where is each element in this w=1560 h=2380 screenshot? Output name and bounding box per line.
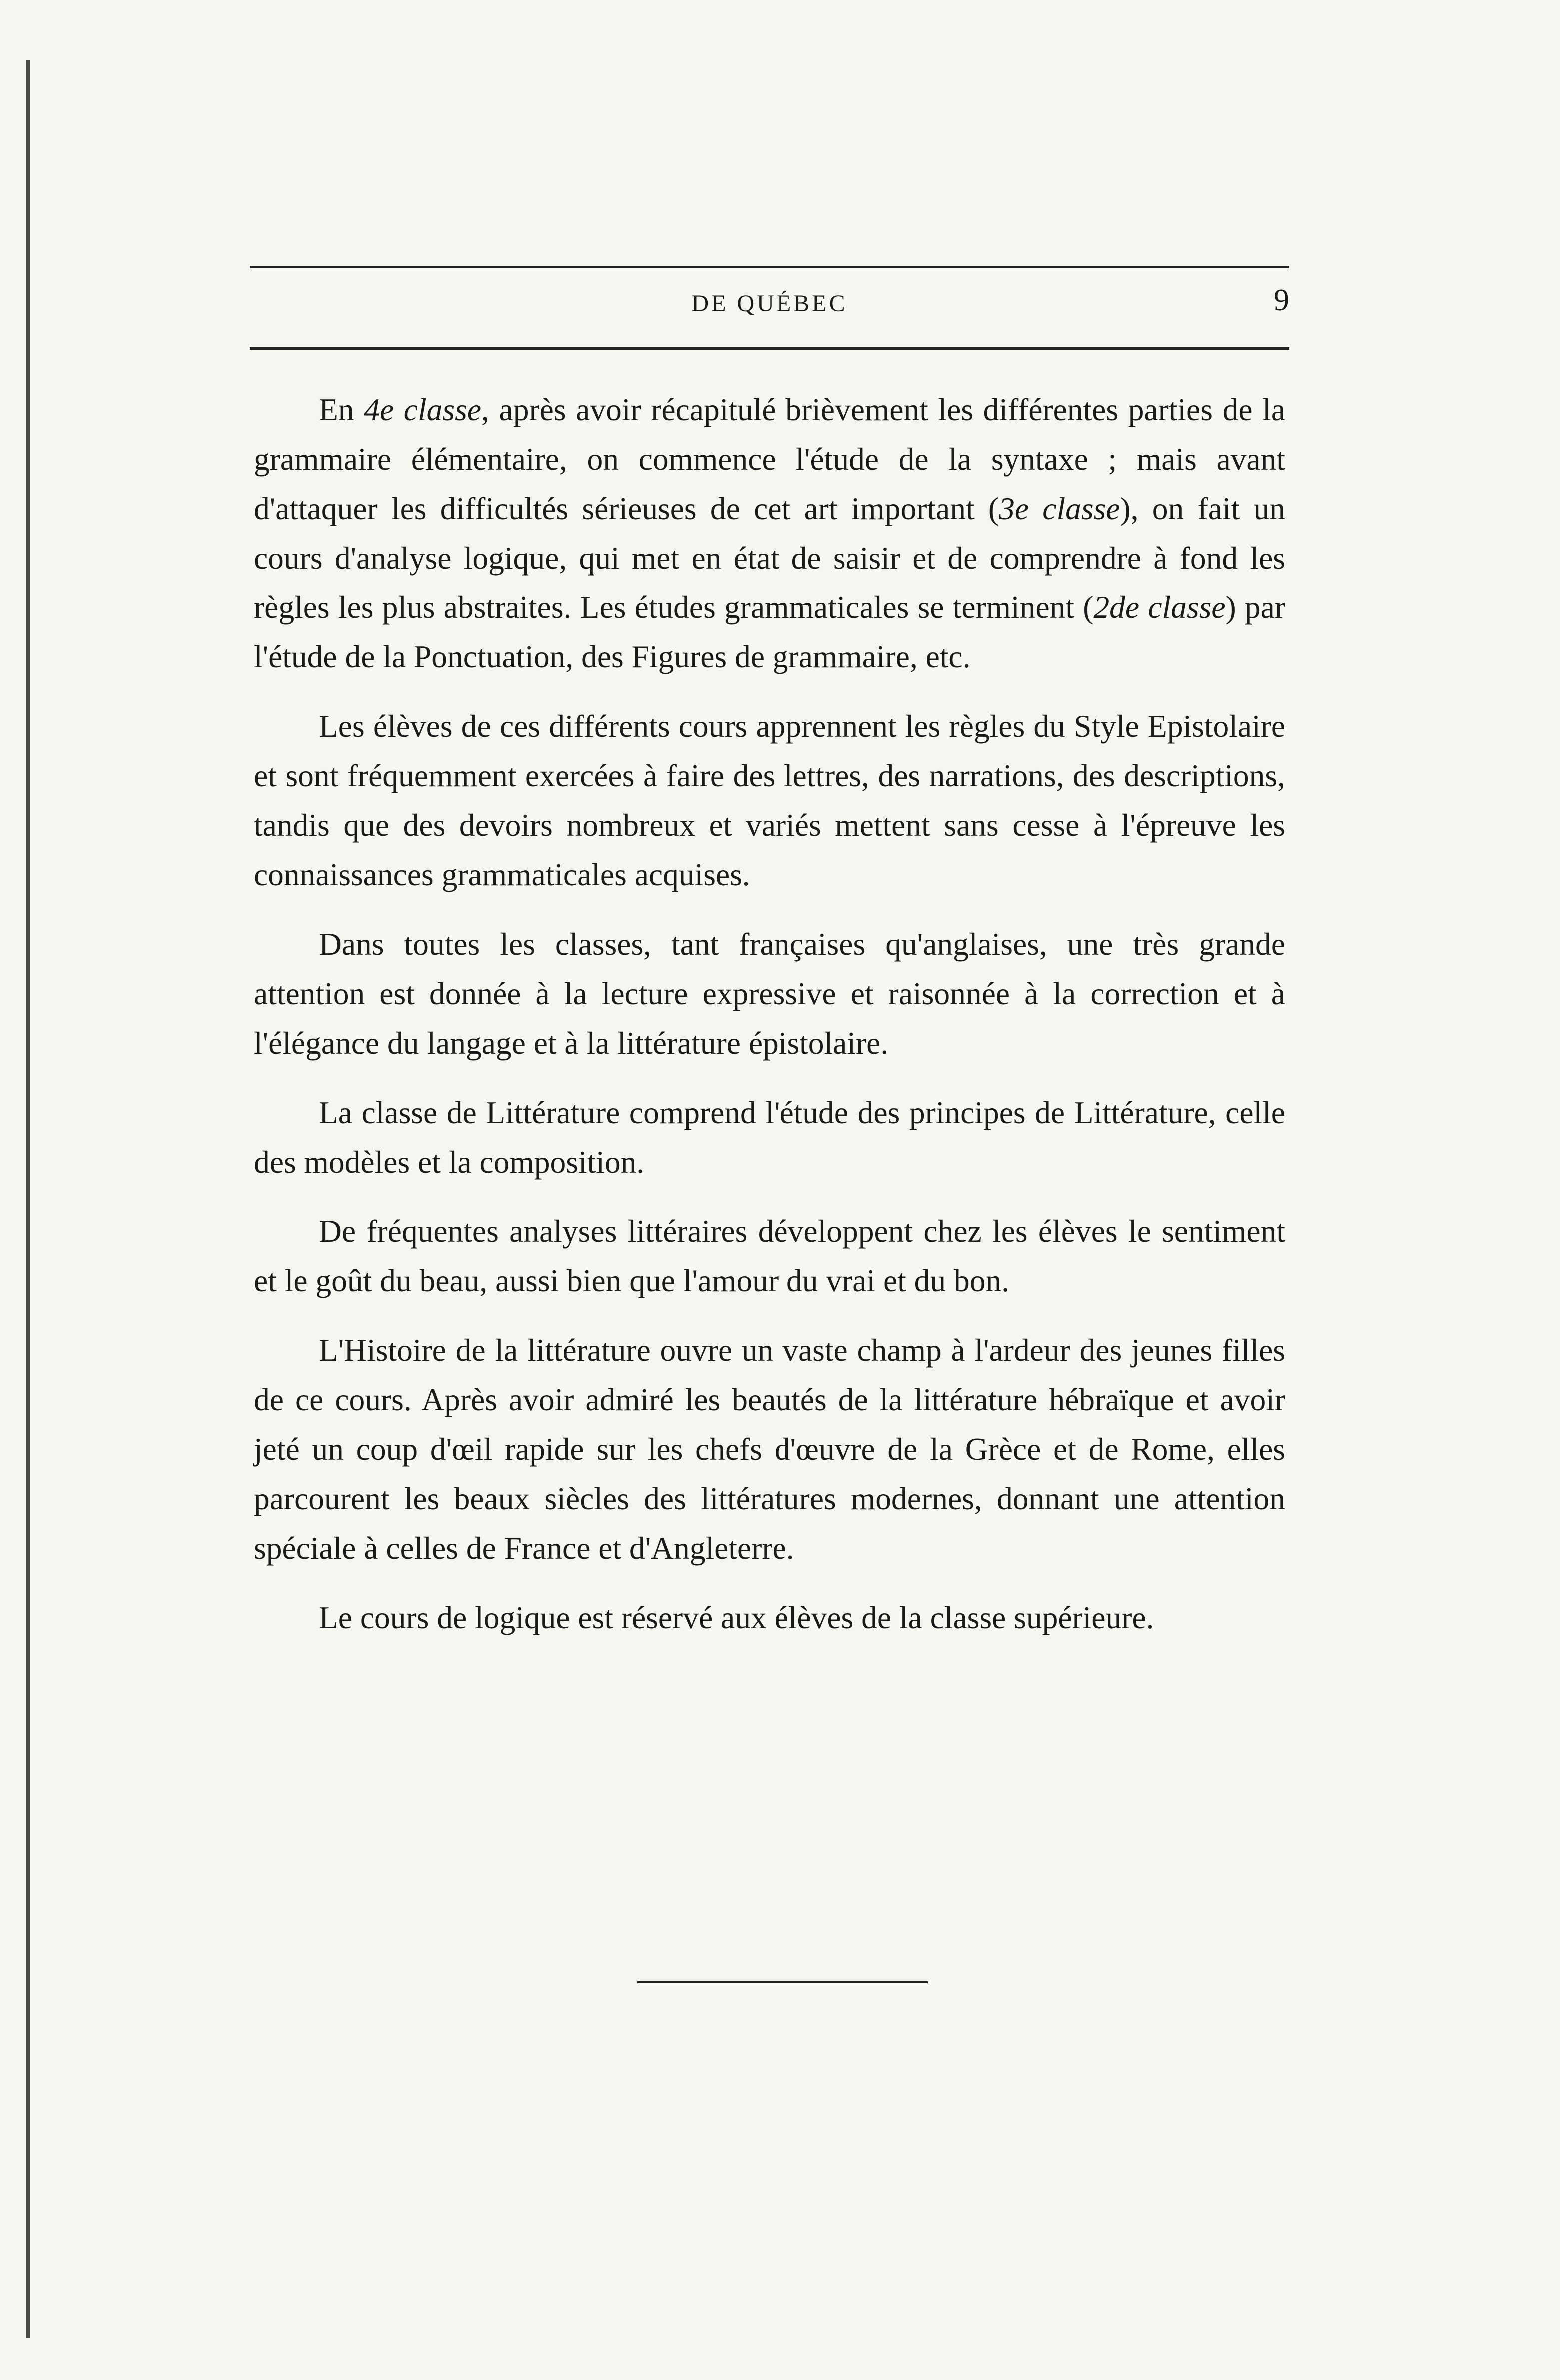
binding-edge xyxy=(26,60,30,2338)
running-head xyxy=(250,280,1289,335)
body-text xyxy=(254,385,1285,1662)
class-name-3e: 3e classe xyxy=(999,491,1120,526)
class-name-4e: 4e classe xyxy=(364,392,481,427)
paragraph-lecture: Dans toutes les classes, tant françaises qu'anglaises, une très grande attention est donnée à la lecture expressive et raisonnée à la correction et à l'élégance du langage et à la littérature épistolaire. xyxy=(254,926,1285,1061)
paragraph-syntax-text-3: ), on fait un cours d'analyse logique, qui met en état de saisir et de comprendre à fond les règles les plus abstraites. Les études grammaticales se terminent ( xyxy=(254,491,1286,625)
paragraph-analyses: De fréquentes analyses littéraires développent chez les élèves le sentiment et le goût du beau, aussi bien que l'amour du vrai et du bon. xyxy=(254,1213,1285,1298)
page-number: 9 xyxy=(1274,283,1289,317)
header-bottom-rule xyxy=(250,347,1289,350)
paragraph-logique: Le cours de logique est réservé aux élèves de la classe supérieure. xyxy=(319,1600,1154,1635)
end-rule xyxy=(637,1981,928,1983)
paragraph-syntax xyxy=(254,385,1285,681)
running-title: DE QUÉBEC xyxy=(691,290,848,317)
paragraph-histoire: L'Histoire de la littérature ouvre un vaste champ à l'ardeur des jeunes filles de ce cours. Après avoir admiré les beautés de la littérature hébraïque et avoir jeté un coup d'œil rapide sur les chefs d'œuvre de la Grèce et de Rome, elles parcourent les beaux siècles des littératures modernes, donnant une attention spéciale à celles de France et d'Angleterre. xyxy=(254,1332,1285,1566)
class-name-2de: 2de classe xyxy=(1093,590,1226,625)
paragraph-syntax-text-4: ) par l'étude de la Ponctuation, des Figures de grammaire, etc. xyxy=(254,590,1286,674)
paragraph-syntax-text-1: En xyxy=(319,392,364,427)
paragraph-style-epistolaire: Les élèves de ces différents cours apprennent les règles du Style Epistolaire et sont fréquemment exercées à faire des lettres, des narrations, des descriptions, tandis que des devoirs nombreux et variés mettent sans cesse à l'épreuve les connaissances grammaticales acquises. xyxy=(254,708,1285,892)
paragraph-syntax-text-2: , après avoir récapitulé brièvement les différentes parties de la grammaire élémentaire, on commence l'étude de la syntaxe ; mais avant d'attaquer les difficultés sérieuses de cet art important ( xyxy=(254,392,1286,526)
paragraph-litterature: La classe de Littérature comprend l'étude des principes de Littérature, celle des modèles et la composition. xyxy=(254,1095,1285,1180)
header-top-rule xyxy=(250,266,1289,268)
